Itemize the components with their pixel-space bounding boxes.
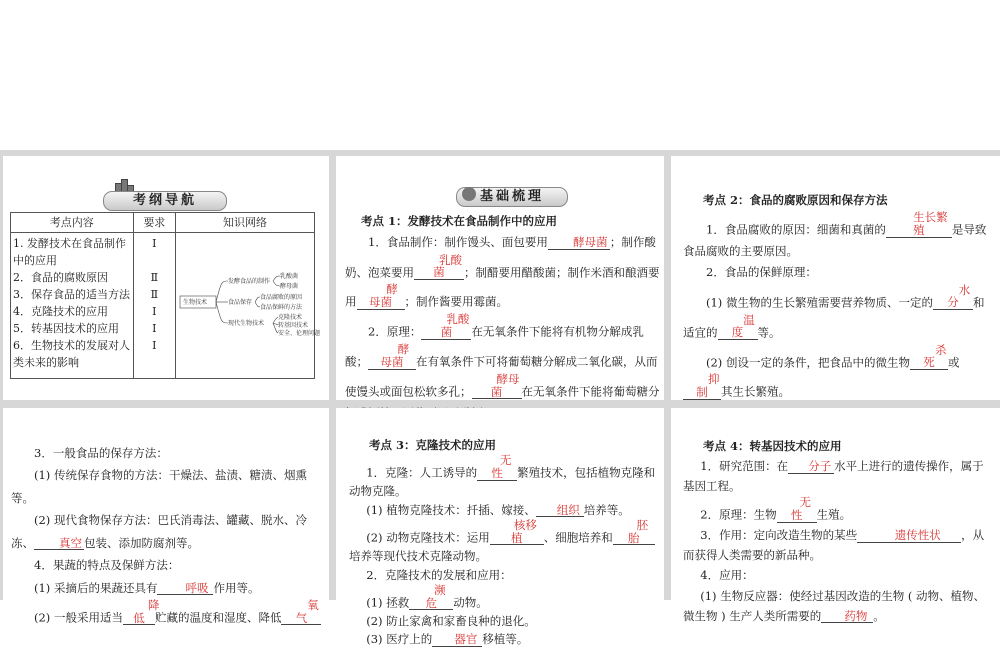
content-item-6: 6．生物技术的发展对人类未来的影响 [13, 339, 130, 370]
answer-blank: 呼吸 [157, 582, 213, 596]
answer-blank: 乳酸菌 [414, 254, 464, 280]
answer-blank: 药物 [821, 610, 873, 624]
answer-blank: 氧气 [281, 599, 321, 625]
cloning-application-3: (3) 医疗上的 器官 移植等。 [366, 632, 529, 647]
knowledge-network-diagram [176, 233, 321, 373]
answer-blank: 水分 [933, 284, 973, 310]
requirement-cell [133, 233, 175, 379]
answer-blank: 抑制 [683, 373, 721, 399]
produce-heading: 4．果蔬的特点及保鲜方法： [34, 558, 180, 573]
topic-title: 考点 3：克隆技术的应用 [369, 438, 497, 452]
req-5: Ⅰ [152, 322, 157, 336]
cloning-application-2: (2) 防止家禽和家畜良种的退化。 [366, 614, 536, 629]
node-fermentation: 发酵食品的制作 [228, 278, 271, 286]
cloning-definition: 1．克隆：人工诱导的无性 繁殖技术，包括植物克隆和动物克隆。 [349, 453, 656, 499]
answer-blank: 温度 [718, 314, 758, 340]
answer-blank: 酵母菌 [357, 283, 405, 309]
application-item-1: (1) 生物反应器：使经过基因改造的生物 ( 动物、植物、微生物 ) 生产人类所需要的 药物 。 [683, 588, 985, 623]
answer-blank: 酵母菌 [472, 373, 522, 399]
node-ethics: 安全、伦理问题 [278, 330, 321, 338]
topic-title: 考点 4：转基因技术的应用 [703, 439, 842, 453]
topic-title: 考点 1：发酵技术在食品制作中的应用 [361, 214, 558, 228]
node-yeast: 酵母菌 [280, 283, 299, 291]
cloning-application-1: (1) 拯救濒危 动物。 [366, 583, 488, 610]
leaf-icon [462, 187, 476, 201]
cloning-development-heading: 2．克隆技术的发展和应用： [366, 567, 512, 582]
header-requirement: 要求 [133, 213, 175, 233]
answer-blank: 酵母菌 [548, 236, 610, 250]
syllabus-panel [3, 156, 329, 400]
content-item-1: 1. 发酵技术在食品制作中的应用 [13, 237, 126, 268]
answer-blank: 遗传性状 [857, 529, 961, 543]
transgenic-principle: 2．原理：生物无性 生殖。 [700, 495, 852, 523]
answer-blank: 真空 [34, 537, 84, 551]
answer-blank: 分子 [788, 460, 834, 474]
column-gap-2 [664, 156, 671, 600]
modern-methods: (2) 现代食物保存方法：巴氏消毒法、罐藏、脱水、冷冻、 真空 包装、添加防腐剂等。 [11, 513, 307, 550]
node-food-preservation: 食品保存 [228, 299, 253, 307]
traditional-methods: (1) 传统保存食物的方法：干燥法、盐渍、糖渍、烟熏等。 [11, 468, 307, 505]
animal-cloning: (2) 动物克隆技术：运用核移植 、细胞培养和胚胎培养等现代技术克隆动物。 [349, 519, 659, 565]
section-banner: 基础梳理 [456, 187, 568, 207]
spoilage-panel [671, 156, 1000, 400]
content-item-5: 5．转基因技术的应用 [13, 322, 119, 336]
answer-blank: 核移植 [490, 519, 544, 545]
application-heading: 4．应用： [700, 568, 754, 583]
answer-blank: 组织 [536, 504, 584, 518]
preservation-principle-text: 2．食品的保鲜原理： [706, 265, 817, 280]
answer-blank: 杀死 [910, 344, 948, 370]
node-cloning: 克隆技术 [278, 314, 303, 322]
content-item-2: 2．食品的腐败原因 [13, 271, 108, 285]
node-transgenic: 转基因技术 [278, 322, 309, 330]
transgenic-panel [671, 408, 1000, 623]
req-3: Ⅱ [150, 288, 159, 302]
header-content: 考点内容 [11, 213, 134, 233]
produce-item-1: (1) 采摘后的果蔬还具有 呼吸 作用等。 [34, 580, 260, 595]
answer-blank: 酵母菌 [368, 343, 416, 369]
principle-item-2: (2) 创设一定的条件，把食品中的微生物杀死 或抑制 其生长繁殖。 [683, 344, 993, 404]
node-preservation-method: 食品保鲜的方法 [260, 304, 303, 312]
node-modern-biotech: 现代生物技术 [228, 320, 265, 328]
answer-blank: 无性 [477, 454, 517, 480]
req-2: Ⅱ [150, 271, 159, 285]
answer-blank: 乳酸菌 [421, 313, 471, 339]
node-root: 生物技术 [183, 299, 208, 307]
content-item-3: 3．保存食品的适当方法 [13, 288, 130, 302]
preservation-methods-panel [3, 408, 329, 625]
general-methods-heading: 3．一般食品的保存方法： [34, 446, 168, 460]
section-banner: 考纲导航 [103, 191, 227, 211]
spoilage-cause-text: 1．食品腐败的原因：细菌和真菌的生长繁殖 是导致食品腐败的主要原因。 [683, 210, 987, 259]
syllabus-table [10, 212, 321, 379]
column-gap-1 [329, 156, 336, 600]
node-lactic-bacteria: 乳酸菌 [280, 273, 299, 281]
req-1: Ⅰ [152, 237, 157, 251]
research-scope: 1．研究范围：在 分子 水平上进行的遗传操作，属于基因工程。 [683, 459, 984, 494]
answer-blank: 降低 [123, 599, 155, 625]
fermentation-panel [336, 156, 664, 400]
plant-cloning: (1) 植物克隆技术：扦插、嫁接、 组织 培养等。 [366, 502, 630, 517]
cloning-panel [336, 408, 664, 647]
req-6: Ⅰ [152, 339, 157, 353]
header-network: 知识网络 [176, 213, 315, 233]
topic-title: 考点 2：食品的腐败原因和保存方法 [703, 193, 888, 207]
principle-item-1: (1) 微生物的生长繁殖需要营养物质、一定的水分 和适宜的温度 等。 [683, 282, 985, 340]
answer-blank: 濒危 [409, 584, 453, 610]
answer-blank: 器官 [432, 633, 482, 647]
transgenic-effect: 3．作用：定向改造生物的某些 遗传性状 ，从而获得人类需要的新品种。 [683, 528, 985, 563]
network-cell [176, 233, 321, 379]
answer-blank: 胚胎 [613, 519, 655, 545]
answer-blank: 无性 [777, 496, 817, 522]
node-spoilage-cause: 食品腐败的原因 [260, 294, 303, 302]
food-making-text: 1．食品制作：制作馒头、面包要用 酵母菌 ；制作酸奶、泡菜要用乳酸菌 ；制醋要用醋酸菌；制作米酒和酿酒要用酵母菌 ；制作酱要用霉菌。 [345, 235, 660, 310]
principle-text: 2．原理：乳酸菌 在无氧条件下能将有机物分解成乳酸；酵母菌 在有氧条件下可将葡萄糖分解成二氧化碳，从而使馒头或面包松软多孔；酵母菌 在无氧条件下能将葡萄糖分 [345, 312, 660, 399]
answer-blank: 生长繁殖 [886, 211, 952, 237]
content-item-4: 4．克隆技术的应用 [13, 305, 108, 319]
content-cell [11, 233, 134, 379]
produce-item-2: (2) 一般采用适当降低 贮藏的温度和湿度、降低氧气 [11, 599, 323, 629]
req-4: Ⅰ [152, 305, 157, 319]
